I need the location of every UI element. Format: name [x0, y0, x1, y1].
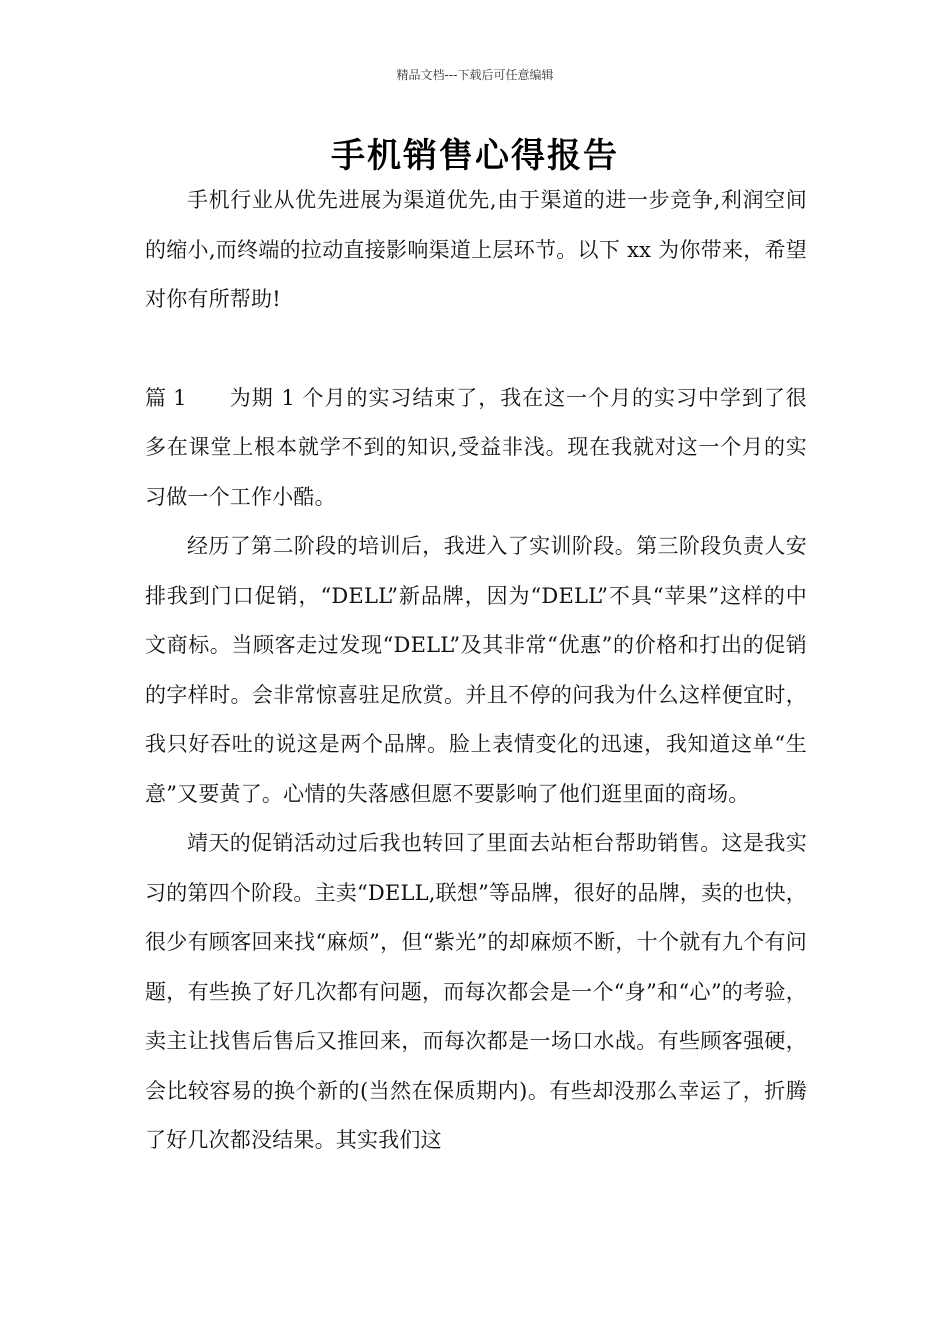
intro-paragraph: 手机行业从优先进展为渠道优先,由于渠道的进一步竞争,利润空间的缩小,而终端的拉动直接影响渠道上层环节。以下 xx 为你带来，希望对你有所帮助! — [145, 188, 807, 311]
section-label: 篇 1 — [145, 385, 187, 410]
section-1-text: 为期 1 个月的实习结束了，我在这一个月的实习中学到了很多在课堂上根本就学不到的知识,受益非浅。现在我就对这一个月的实习做一个工作小酷。 — [145, 385, 807, 509]
page-title: 手机销售心得报告 — [331, 136, 619, 176]
paragraph-spacer — [145, 325, 807, 374]
section-1-paragraph — [145, 374, 807, 523]
document-body — [145, 176, 807, 1166]
paragraph-3: 靖天的促销活动过后我也转回了里面去站柜台帮助销售。这是我实习的第四个阶段。主卖“DELL,联想”等品牌，很好的品牌，卖的也快，很少有顾客回来找“麻烦”，但“紫光”的却麻烦不断，十个就有九个有问题，有些换了好几次都有问题，而每次都会是一个“身”和“心”的考验，卖主让找售后售后又推回来，而每次都是一场口水战。有些顾客强硬，会比较容易的换个新的(当然在保质期内)。有些却没那么幸运了，折腾了好几次都没结果。其实我们这 — [145, 831, 808, 1152]
header-note: 精品文档---下载后可任意编辑 — [396, 68, 554, 82]
paragraph-2: 经历了第二阶段的培训后，我进入了实训阶段。第三阶段负责人安排我到门口促销，“DELL”新品牌，因为“DELL”不具“苹果”这样的中文商标。当顾客走过发现“DELL”及其非常“优惠”的价格和打出的促销的字样时。会非常惊喜驻足欣赏。并且不停的问我为什么这样便宜时，我只好吞吐的说这是两个品牌。脸上表情变化的迅速，我知道这单“生意”又要黄了。心情的失落感但愿不要影响了他们逛里面的商场。 — [145, 534, 807, 806]
